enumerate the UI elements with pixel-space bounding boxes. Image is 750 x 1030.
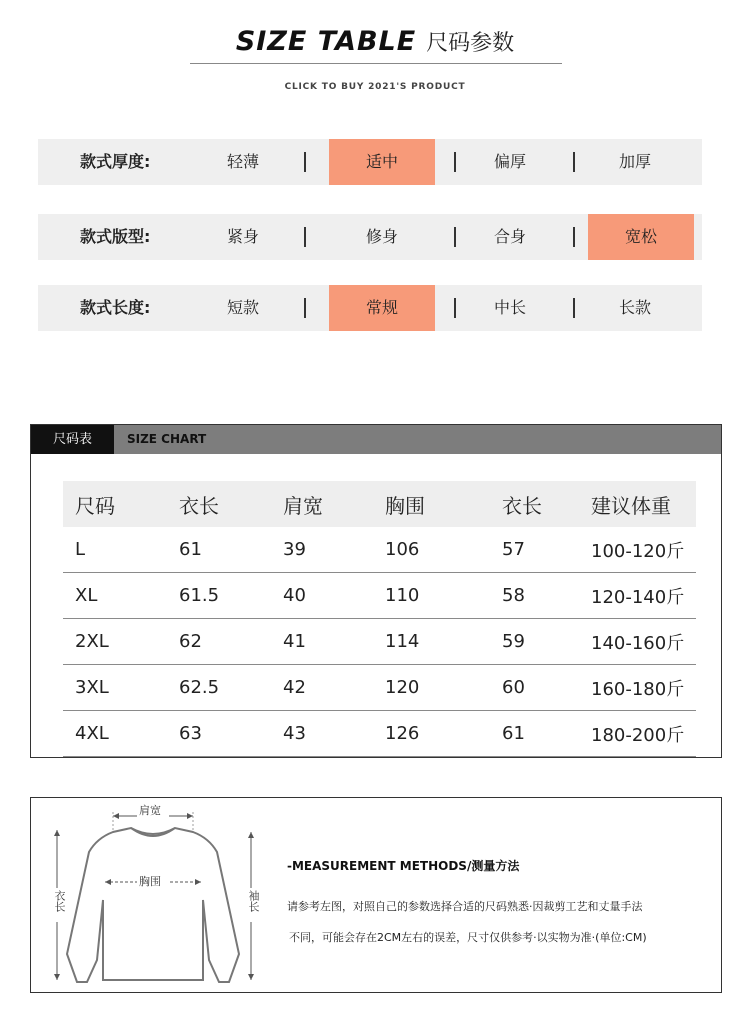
separator [573, 152, 575, 172]
cell-length: 63 [169, 711, 273, 757]
separator [573, 298, 575, 318]
title-divider [190, 63, 562, 64]
style-row-label: 款式长度: [80, 298, 151, 317]
column-header-chest: 胸围 [377, 481, 494, 527]
style-row-thickness [38, 139, 702, 185]
option-thick: 偏厚 [493, 152, 526, 171]
page-title-cn: 尺码参数 [426, 31, 515, 56]
style-row-label: 款式版型: [80, 227, 151, 246]
option-extra-thick: 加厚 [618, 152, 651, 171]
style-row-length [38, 285, 702, 331]
table-row [63, 573, 696, 619]
cell-length-2: 58 [494, 573, 583, 619]
cell-size: 2XL [63, 619, 169, 665]
cell-length-2: 57 [494, 527, 583, 573]
page-subtitle: CLICK TO BUY 2021'S PRODUCT [284, 82, 466, 92]
style-row-label: 款式厚度: [80, 152, 151, 171]
separator [304, 227, 306, 247]
size-table [63, 481, 696, 757]
cell-shoulder: 40 [273, 573, 377, 619]
column-header-length-2: 衣长 [494, 481, 583, 527]
option-mid-length: 中长 [493, 298, 526, 317]
cell-shoulder: 41 [273, 619, 377, 665]
cell-size: 3XL [63, 665, 169, 711]
cell-size: 4XL [63, 711, 169, 757]
measurement-text-line-1: 请参考左图，对照自己的参数选择合适的尺码熟悉·因裁剪工艺和丈量手法 [287, 900, 643, 913]
style-row-fit [38, 214, 702, 260]
diagram-label-length: 衣长 [53, 890, 66, 912]
table-header-row [63, 481, 696, 527]
option-tight: 紧身 [226, 227, 259, 246]
column-header-shoulder: 肩宽 [273, 481, 377, 527]
option-thin: 轻薄 [226, 152, 259, 171]
separator [454, 298, 456, 318]
cell-length-2: 59 [494, 619, 583, 665]
option-slim: 修身 [365, 227, 398, 246]
table-row [63, 665, 696, 711]
cell-length: 61 [169, 527, 273, 573]
cell-shoulder: 39 [273, 527, 377, 573]
shirt-diagram-icon [43, 804, 267, 988]
option-loose-selected: 宽松 [588, 214, 694, 260]
separator [454, 227, 456, 247]
cell-length-2: 60 [494, 665, 583, 711]
cell-chest: 120 [377, 665, 494, 711]
cell-shoulder: 42 [273, 665, 377, 711]
option-regular-selected: 常规 [329, 285, 435, 331]
cell-chest: 106 [377, 527, 494, 573]
table-row [63, 527, 696, 573]
cell-shoulder: 43 [273, 711, 377, 757]
cell-chest: 110 [377, 573, 494, 619]
cell-length-2: 61 [494, 711, 583, 757]
option-regular-fit: 合身 [493, 227, 526, 246]
diagram-label-sleeve: 袖长 [247, 890, 260, 912]
option-medium-selected: 适中 [329, 139, 435, 185]
size-chart-panel [30, 424, 722, 758]
measurement-title: -MEASUREMENT METHODS/测量方法 [287, 859, 520, 873]
cell-weight: 100-120斤 [583, 527, 696, 573]
cell-weight: 180-200斤 [583, 711, 696, 757]
cell-chest: 126 [377, 711, 494, 757]
cell-weight: 120-140斤 [583, 573, 696, 619]
column-header-size: 尺码 [63, 481, 169, 527]
cell-length: 62.5 [169, 665, 273, 711]
diagram-label-shoulder: 肩宽 [139, 804, 161, 817]
size-chart-tab-en: SIZE CHART [127, 432, 207, 446]
cell-size: XL [63, 573, 169, 619]
option-short: 短款 [226, 298, 259, 317]
measurement-text-line-2: 不同，可能会存在2CM左右的误差，尺寸仅供参考·以实物为准·(单位:CM) [289, 931, 647, 944]
separator [573, 227, 575, 247]
title-group [236, 26, 514, 57]
separator [304, 152, 306, 172]
table-row [63, 711, 696, 757]
table-row [63, 619, 696, 665]
cell-weight: 140-160斤 [583, 619, 696, 665]
size-chart-tab-cn: 尺码表 [31, 425, 114, 454]
page-title-en: SIZE TABLE [235, 26, 417, 57]
column-header-weight: 建议体重 [583, 481, 696, 527]
size-chart-header [31, 425, 721, 454]
page-header [0, 26, 750, 57]
cell-length: 62 [169, 619, 273, 665]
cell-weight: 160-180斤 [583, 665, 696, 711]
column-header-length: 衣长 [169, 481, 273, 527]
option-long: 长款 [618, 298, 651, 317]
measurement-panel [30, 797, 722, 993]
cell-length: 61.5 [169, 573, 273, 619]
diagram-label-chest: 胸围 [139, 875, 161, 888]
cell-size: L [63, 527, 169, 573]
separator [304, 298, 306, 318]
separator [454, 152, 456, 172]
cell-chest: 114 [377, 619, 494, 665]
